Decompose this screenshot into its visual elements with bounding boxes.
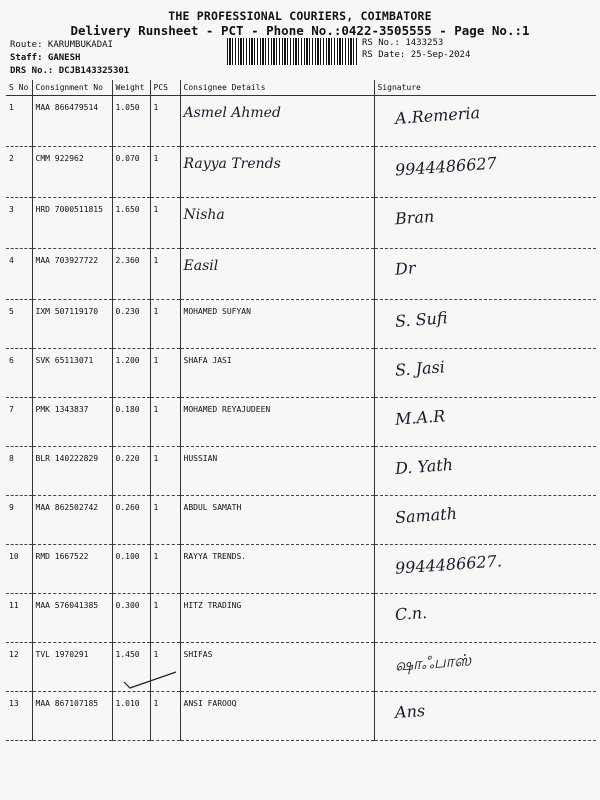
- row-weight: 1.010: [112, 692, 150, 741]
- row-sno: 1: [6, 96, 32, 147]
- row-consignee: ABDUL SAMATH: [180, 496, 374, 545]
- row-sno: 4: [6, 249, 32, 300]
- row-sno: 13: [6, 692, 32, 741]
- row-sno: 6: [6, 349, 32, 398]
- row-sno: 8: [6, 447, 32, 496]
- row-pcs: 1: [150, 594, 180, 643]
- column-header-consignee: Consignee Details: [180, 80, 374, 96]
- signature-text: S. Jasi: [393, 357, 445, 380]
- signature-text: Ans: [393, 700, 426, 723]
- row-signature: [374, 643, 596, 692]
- column-header-sno: S No: [6, 80, 32, 96]
- rs-date: RS Date: 25-Sep-2024: [362, 50, 471, 60]
- runsheet-table: [6, 80, 596, 741]
- signature-text: S. Sufi: [393, 308, 448, 331]
- row-signature: [374, 96, 596, 147]
- table-row: [6, 300, 596, 349]
- signature-text: Dr: [393, 258, 416, 279]
- row-sno: 12: [6, 643, 32, 692]
- row-weight: 0.100: [112, 545, 150, 594]
- row-signature: [374, 545, 596, 594]
- row-consignee: ANSI FAROOQ: [180, 692, 374, 741]
- row-consignment: HRD 7000511815: [32, 198, 112, 249]
- staff-label: Staff: GANESH: [10, 53, 81, 63]
- row-consignment: MAA 867107185: [32, 692, 112, 741]
- row-consignment: MAA 866479514: [32, 96, 112, 147]
- row-consignee: Easil: [180, 249, 374, 300]
- document-subtitle: Delivery Runsheet - PCT - Phone No.:0422-3505555 - Page No.:1: [70, 23, 530, 38]
- table-row: [6, 349, 596, 398]
- row-pcs: 1: [150, 496, 180, 545]
- row-weight: 1.450: [112, 643, 150, 692]
- signature-text: D. Yath: [393, 454, 454, 479]
- table-row: [6, 249, 596, 300]
- row-consignment: SVK 65113071: [32, 349, 112, 398]
- table-header-row: [6, 80, 596, 96]
- row-sno: 2: [6, 147, 32, 198]
- table-row: [6, 545, 596, 594]
- row-signature: [374, 594, 596, 643]
- signature-text: C.n.: [393, 602, 428, 625]
- row-weight: 0.070: [112, 147, 150, 198]
- route-label: Route: KARUMBUKADAI: [10, 40, 113, 50]
- row-consignment: MAA 862502742: [32, 496, 112, 545]
- row-weight: 2.360: [112, 249, 150, 300]
- row-weight: 1.050: [112, 96, 150, 147]
- table-row: [6, 692, 596, 741]
- signature-text: 9944486627: [393, 153, 497, 180]
- signature-text: A.Remeria: [393, 103, 481, 128]
- row-consignee: MOHAMED REYAJUDEEN: [180, 398, 374, 447]
- row-consignee: Nisha: [180, 198, 374, 249]
- row-pcs: 1: [150, 643, 180, 692]
- row-pcs: 1: [150, 545, 180, 594]
- column-header-pcs: PCS: [150, 80, 180, 96]
- row-pcs: 1: [150, 349, 180, 398]
- row-consignee: RAYYA TRENDS.: [180, 545, 374, 594]
- table-row: [6, 96, 596, 147]
- signature-text: M.A.R: [393, 406, 446, 429]
- row-signature: [374, 398, 596, 447]
- table-row: [6, 594, 596, 643]
- row-consignment: RMD 1667522: [32, 545, 112, 594]
- row-weight: 1.200: [112, 349, 150, 398]
- row-consignee: SHAFA JASI: [180, 349, 374, 398]
- row-consignment: MAA 576041385: [32, 594, 112, 643]
- row-signature: [374, 198, 596, 249]
- row-pcs: 1: [150, 692, 180, 741]
- row-sno: 3: [6, 198, 32, 249]
- row-weight: 0.220: [112, 447, 150, 496]
- row-sno: 9: [6, 496, 32, 545]
- row-signature: [374, 349, 596, 398]
- row-pcs: 1: [150, 198, 180, 249]
- row-consignment: IXM 507119170: [32, 300, 112, 349]
- row-sno: 5: [6, 300, 32, 349]
- rs-number: RS No.: 1433253: [362, 38, 444, 48]
- row-signature: [374, 447, 596, 496]
- table-row: [6, 147, 596, 198]
- row-consignee: Asmel Ahmed: [180, 96, 374, 147]
- signature-text: Bran: [393, 206, 435, 229]
- row-consignee: HITZ TRADING: [180, 594, 374, 643]
- column-header-consignment: Consignment No: [32, 80, 112, 96]
- signature-text: ஷாஃபாஸ்: [393, 650, 472, 675]
- row-pcs: 1: [150, 96, 180, 147]
- row-signature: [374, 147, 596, 198]
- row-consignment: PMK 1343837: [32, 398, 112, 447]
- drs-number: DRS No.: DCJB143325301: [10, 66, 130, 76]
- row-sno: 10: [6, 545, 32, 594]
- row-weight: 0.260: [112, 496, 150, 545]
- row-pcs: 1: [150, 447, 180, 496]
- row-weight: 1.650: [112, 198, 150, 249]
- row-consignee: HUSSIAN: [180, 447, 374, 496]
- table-row: [6, 496, 596, 545]
- column-header-signature: Signature: [374, 80, 596, 96]
- row-sno: 11: [6, 594, 32, 643]
- row-consignee: MOHAMED SUFYAN: [180, 300, 374, 349]
- row-consignment: CMM 922962: [32, 147, 112, 198]
- checkmark-icon: [120, 668, 180, 692]
- row-signature: [374, 300, 596, 349]
- row-weight: 0.180: [112, 398, 150, 447]
- row-signature: [374, 249, 596, 300]
- table-row: [6, 643, 596, 692]
- table-row: [6, 398, 596, 447]
- row-consignee: Rayya Trends: [180, 147, 374, 198]
- document-title: THE PROFESSIONAL COURIERS, COIMBATORE: [168, 9, 432, 23]
- barcode: [227, 38, 357, 65]
- row-consignee: SHIFAS: [180, 643, 374, 692]
- table-row: [6, 198, 596, 249]
- row-consignment: BLR 140222829: [32, 447, 112, 496]
- signature-text: Samath: [393, 503, 458, 528]
- row-signature: [374, 496, 596, 545]
- row-signature: [374, 692, 596, 741]
- signature-text: 9944486627.: [393, 551, 502, 578]
- row-pcs: 1: [150, 249, 180, 300]
- row-pcs: 1: [150, 398, 180, 447]
- column-header-weight: Weight: [112, 80, 150, 96]
- row-pcs: 1: [150, 300, 180, 349]
- row-consignment: TVL 1970291: [32, 643, 112, 692]
- table-row: [6, 447, 596, 496]
- row-weight: 0.300: [112, 594, 150, 643]
- row-weight: 0.230: [112, 300, 150, 349]
- row-sno: 7: [6, 398, 32, 447]
- row-pcs: 1: [150, 147, 180, 198]
- row-consignment: MAA 703927722: [32, 249, 112, 300]
